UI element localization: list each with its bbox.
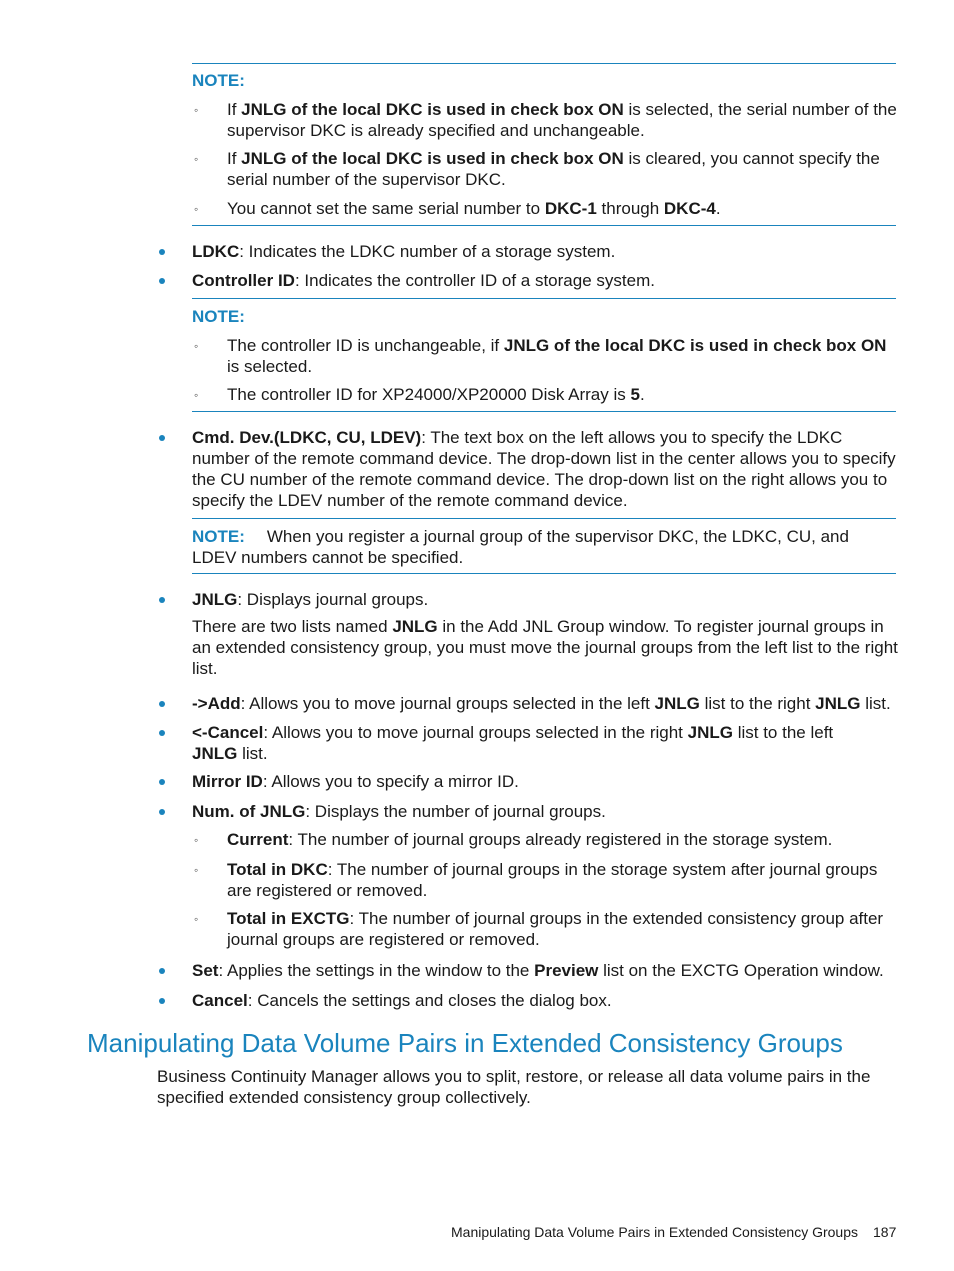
bullet-icon <box>159 701 165 707</box>
sub-bullet-icon: ◦ <box>194 833 199 847</box>
bullet-icon <box>159 435 165 441</box>
note-bottom-rule <box>192 225 896 226</box>
note-item: You cannot set the same serial number to DKC-1 through DKC-4. <box>227 199 721 218</box>
bullet-icon <box>159 597 165 603</box>
note-top-rule <box>192 63 896 64</box>
note-item: If JNLG of the local DKC is used in check box ON is selected, the serial number of the supervisor DKC is already specified and unchangeable. <box>227 100 897 140</box>
sub-bullet-icon: ◦ <box>194 912 199 926</box>
list-item-jnlg: JNLG: Displays journal groups. <box>192 590 429 609</box>
sub-item-current: Current: The number of journal groups already registered in the storage system. <box>227 830 833 849</box>
list-item-mirror-id: Mirror ID: Allows you to specify a mirror ID. <box>192 772 519 791</box>
note-bottom-rule <box>192 411 896 412</box>
list-item-controller-id: Controller ID: Indicates the controller ID of a storage system. <box>192 271 655 290</box>
sub-bullet-icon: ◦ <box>194 103 199 117</box>
note-bottom-rule <box>192 573 896 574</box>
bullet-icon <box>159 998 165 1004</box>
footer-title: Manipulating Data Volume Pairs in Extended Consistency Groups <box>451 1224 858 1240</box>
bullet-icon <box>159 278 165 284</box>
section-body: Business Continuity Manager allows you to split, restore, or release all data volume pairs in the specified extended consistency group collectively. <box>157 1067 871 1107</box>
note-item: The controller ID for XP24000/XP20000 Disk Array is 5. <box>227 385 645 404</box>
page-number: 187 <box>873 1224 897 1240</box>
note-top-rule <box>192 518 896 519</box>
note-item: If JNLG of the local DKC is used in check box ON is cleared, you cannot specify the serial number of the supervisor DKC. <box>227 149 880 189</box>
list-item-cancel: Cancel: Cancels the settings and closes the dialog box. <box>192 991 612 1010</box>
list-item-cancel-move: <-Cancel: Allows you to move journal groups selected in the right JNLG list to the left JNLG list. <box>192 723 834 763</box>
note-item: The controller ID is unchangeable, if JNLG of the local DKC is used in check box ON is selected. <box>227 336 887 376</box>
sub-bullet-icon: ◦ <box>194 152 199 166</box>
note-top-rule <box>192 298 896 299</box>
bullet-icon <box>159 809 165 815</box>
note-label: NOTE: <box>192 71 245 90</box>
bullet-icon <box>159 968 165 974</box>
bullet-icon <box>159 779 165 785</box>
list-item-set: Set: Applies the settings in the window to the Preview list on the EXCTG Operation window. <box>192 961 884 980</box>
jnlg-description: There are two lists named JNLG in the Add JNL Group window. To register journal groups in an extended consistency group, you must move the journal groups from the left list to the right list. <box>192 617 898 678</box>
list-item-cmd-dev: Cmd. Dev.(LDKC, CU, LDEV): The text box on the left allows you to specify the LDKC number of the remote command device. The drop-down list in the center allows you to specify the CU number of the remote command device. The drop-down list on the right allows you to specify the LDEV number of the remote command device. <box>192 428 896 510</box>
sub-bullet-icon: ◦ <box>194 388 199 402</box>
list-item-num-jnlg: Num. of JNLG: Displays the number of journal groups. <box>192 802 606 821</box>
sub-item-total-dkc: Total in DKC: The number of journal groups in the storage system after journal groups are registered or removed. <box>227 860 878 900</box>
list-item-add: ->Add: Allows you to move journal groups selected in the left JNLG list to the right JNLG list. <box>192 694 891 713</box>
note-label: NOTE: <box>192 307 245 326</box>
sub-item-total-exctg: Total in EXCTG: The number of journal groups in the extended consistency group after journal groups are registered or removed. <box>227 909 884 949</box>
sub-bullet-icon: ◦ <box>194 863 199 877</box>
list-item-ldkc: LDKC: Indicates the LDKC number of a storage system. <box>192 242 616 261</box>
bullet-icon <box>159 249 165 255</box>
sub-bullet-icon: ◦ <box>194 202 199 216</box>
section-heading: Manipulating Data Volume Pairs in Extended Consistency Groups <box>87 1028 843 1058</box>
bullet-icon <box>159 730 165 736</box>
note-inline: NOTE: When you register a journal group of the supervisor DKC, the LDKC, CU, and LDEV numbers cannot be specified. <box>192 527 849 567</box>
sub-bullet-icon: ◦ <box>194 339 199 353</box>
